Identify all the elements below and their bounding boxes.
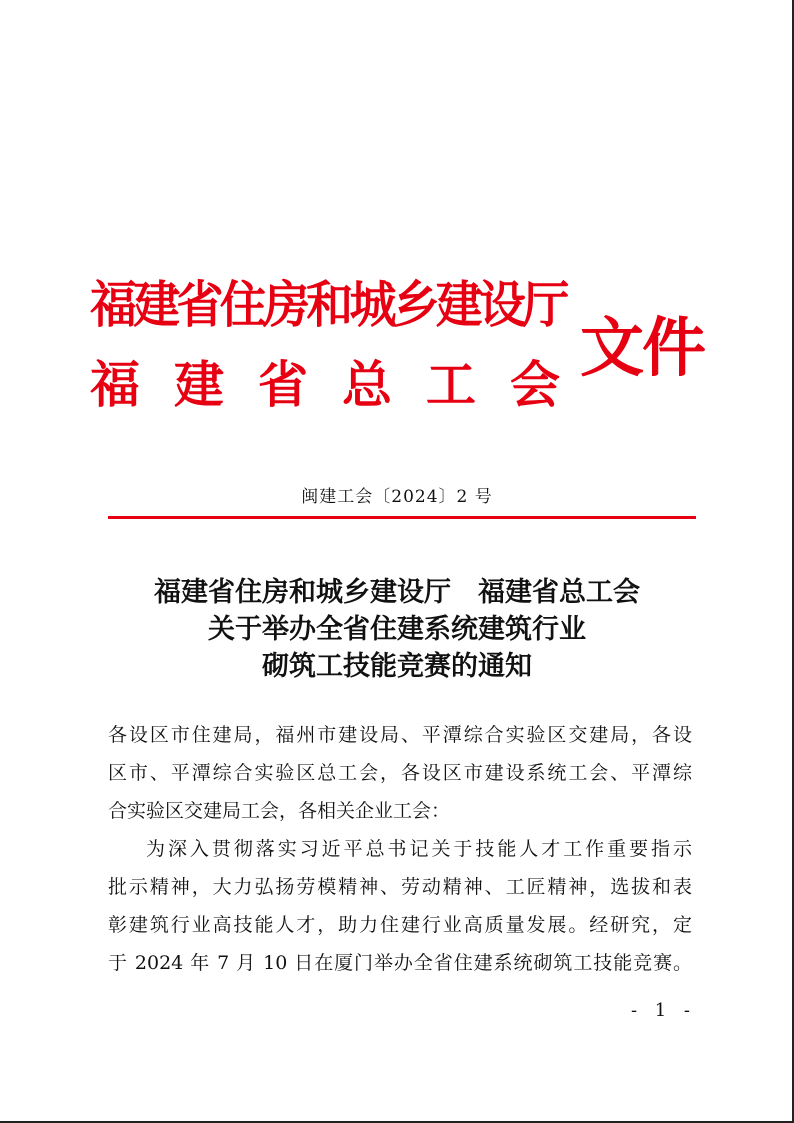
document-title bbox=[0, 574, 794, 685]
title-line-1: 福建省住房和城乡建设厅 福建省总工会 bbox=[154, 577, 640, 608]
title-line-3: 砌筑工技能竞赛的通知 bbox=[262, 651, 532, 682]
page-number: - 1 - bbox=[630, 1000, 696, 1021]
red-divider-line bbox=[108, 516, 696, 519]
addressee-line: 区市、平潭综合实验区总工会，各设区市建设系统工会、平潭综 bbox=[108, 762, 692, 784]
document-header-suffix: 文件 bbox=[580, 311, 704, 386]
document-body bbox=[108, 716, 692, 982]
paragraph-line: 彰建筑行业高技能人才，助力住建行业高质量发展。经研究，定 bbox=[108, 914, 692, 936]
paragraph-line: 于 2024 年 7 月 10 日在厦门举办全省住建系统砌筑工技能竞赛。 bbox=[108, 952, 692, 974]
addressee-line: 合实验区交建局工会，各相关企业工会： bbox=[108, 800, 451, 822]
paragraph-line: 批示精神，大力弘扬劳模精神、劳动精神、工匠精神，选拔和表 bbox=[108, 876, 692, 898]
issuer-name-housing-dept: 福建省住房和城乡建设厅 bbox=[90, 275, 566, 334]
paragraph-line: 为深入贯彻落实习近平总书记关于技能人才工作重要指示 bbox=[146, 838, 692, 860]
addressee-line: 各设区市住建局，福州市建设局、平潭综合实验区交建局，各设 bbox=[108, 724, 692, 746]
issuer-name-trade-union: 福建省总工会 bbox=[90, 355, 594, 414]
document-number: 闽建工会〔2024〕2 号 bbox=[301, 487, 493, 507]
title-line-2: 关于举办全省住建系统建筑行业 bbox=[208, 614, 586, 645]
